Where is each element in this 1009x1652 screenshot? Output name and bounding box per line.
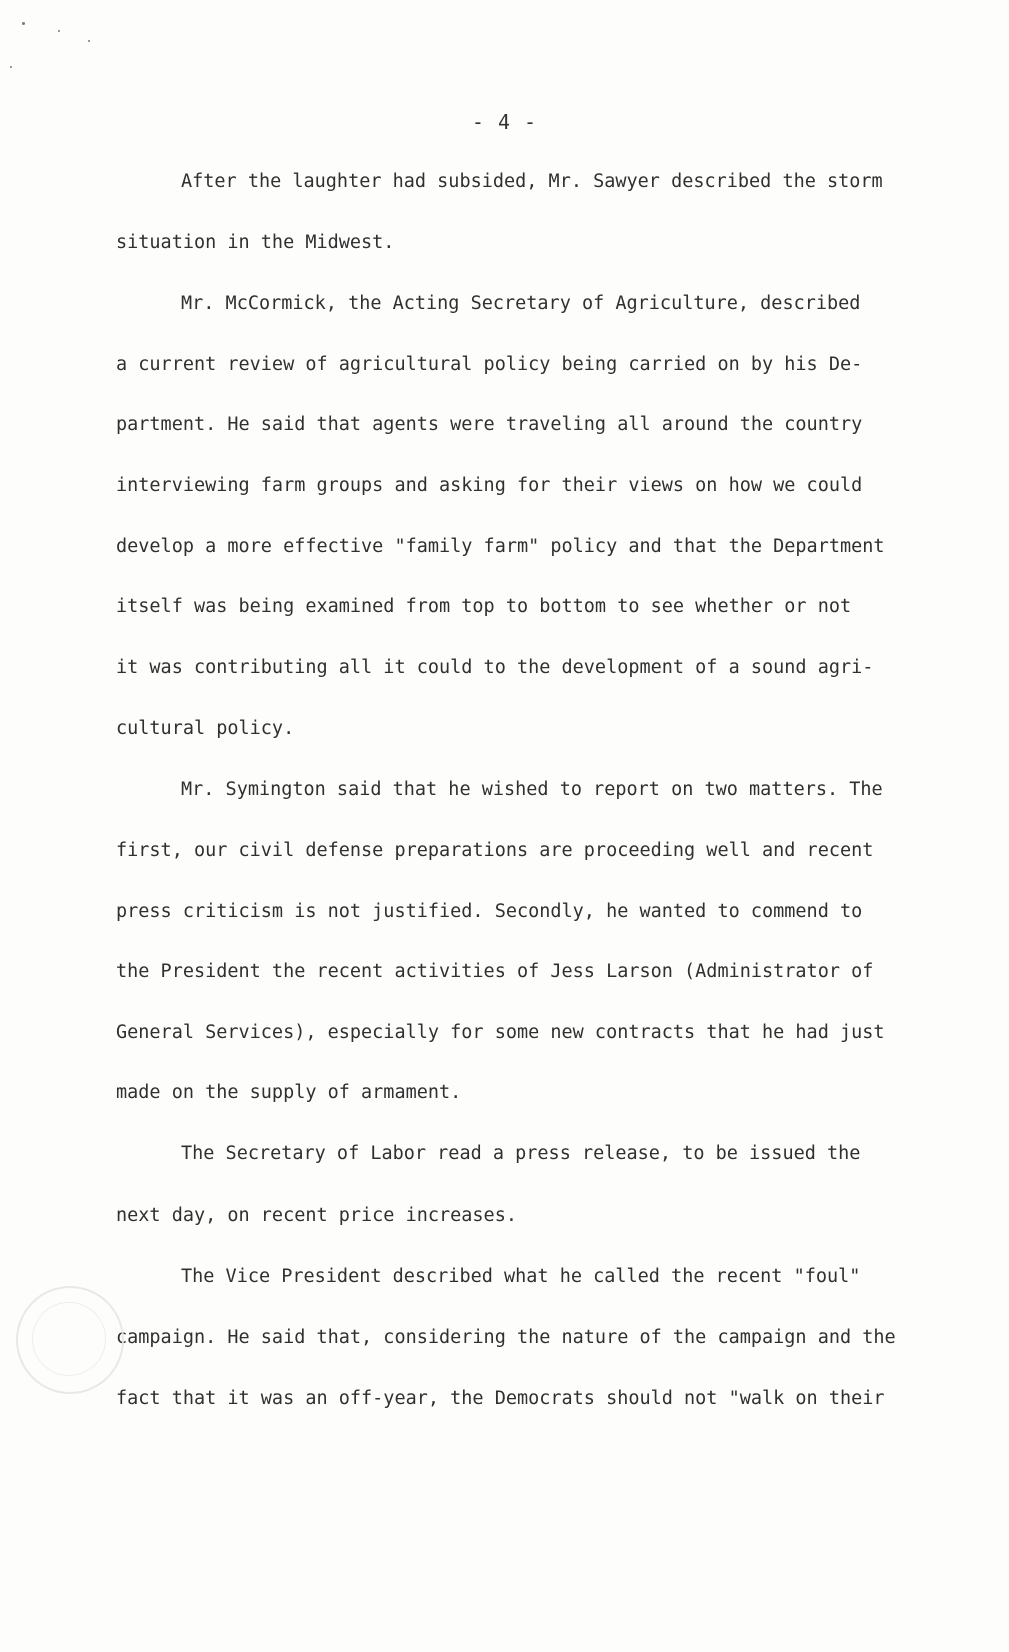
paragraph-2-line-7: it was contributing all it could to the development of a sound agri- xyxy=(116,657,874,678)
paragraph-3-line-6: made on the supply of armament. xyxy=(116,1082,462,1103)
page-number: - 4 - xyxy=(471,110,538,134)
paragraph-2-line-6: itself was being examined from top to bottom to see whether or not xyxy=(116,596,852,617)
paragraph-3-line-3: press criticism is not justified. Secondly, he wanted to commend to xyxy=(116,901,863,922)
paragraph-2-line-1: Mr. McCormick, the Acting Secretary of Agriculture, described xyxy=(181,293,861,314)
paragraph-1-line-1: After the laughter had subsided, Mr. Sawyer described the storm xyxy=(181,171,883,192)
paragraph-5-line-2: campaign. He said that, considering the nature of the campaign and the xyxy=(116,1327,896,1348)
paragraph-2-line-4: interviewing farm groups and asking for their views on how we could xyxy=(116,475,863,496)
scan-speck xyxy=(88,40,90,42)
paragraph-1-line-2: situation in the Midwest. xyxy=(116,232,395,253)
scan-speck xyxy=(22,22,25,25)
scan-speck xyxy=(10,66,12,68)
paragraph-3-line-1: Mr. Symington said that he wished to report on two matters. The xyxy=(181,779,883,800)
paragraph-2-line-2: a current review of agricultural policy being carried on by his De- xyxy=(116,354,863,375)
paragraph-2-line-3: partment. He said that agents were traveling all around the country xyxy=(116,414,863,435)
paragraph-4-line-1: The Secretary of Labor read a press release, to be issued the xyxy=(181,1143,861,1164)
paragraph-2-line-5: develop a more effective "family farm" policy and that the Department xyxy=(116,536,885,557)
paragraph-3-line-2: first, our civil defense preparations are proceeding well and recent xyxy=(116,840,874,861)
paragraph-4-line-2: next day, on recent price increases. xyxy=(116,1205,517,1226)
paragraph-3-line-4: the President the recent activities of Jess Larson (Administrator of xyxy=(116,961,874,982)
paragraph-2-line-8: cultural policy. xyxy=(116,718,295,739)
paragraph-5-line-1: The Vice President described what he called the recent "foul" xyxy=(181,1266,861,1287)
paragraph-3-line-5: General Services), especially for some new contracts that he had just xyxy=(116,1022,885,1043)
paragraph-5-line-3: fact that it was an off-year, the Democrats should not "walk on their xyxy=(116,1388,885,1409)
scan-speck xyxy=(58,30,60,32)
archive-stamp xyxy=(16,1286,124,1394)
